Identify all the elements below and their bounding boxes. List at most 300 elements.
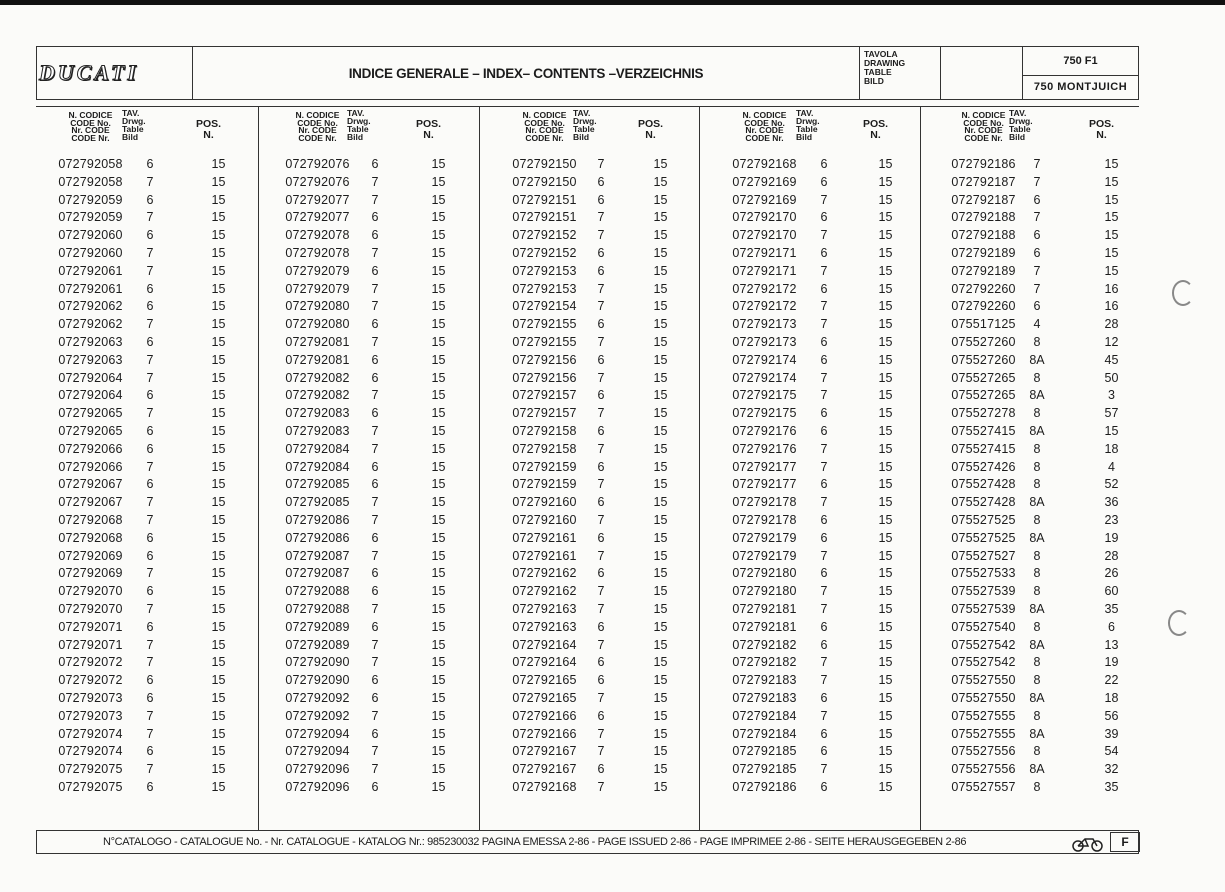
position-number: 15 [653,566,668,581]
position-number: 15 [653,352,668,367]
table-row [480,371,700,389]
table-row [921,246,1140,264]
part-code: 072792175 [732,406,797,421]
page-footer [36,830,1139,854]
drawing-number: 6 [371,619,379,634]
table-row [700,246,921,264]
ducati-logo [37,47,193,99]
table-row [259,709,480,727]
part-code: 075527542 [951,637,1016,652]
catalog-page [36,46,1139,854]
drawing-number: 7 [146,708,154,723]
drawing-number: 6 [1033,228,1041,243]
drawing-number: 8A [1029,530,1045,545]
part-code: 072792189 [951,263,1016,278]
position-number: 15 [653,779,668,794]
table-row [700,264,921,282]
table-row [921,406,1140,424]
table-row [36,442,258,460]
position-number: 15 [431,263,446,278]
position-number: 15 [431,566,446,581]
drawing-number: 6 [597,317,605,332]
drawing-number: 7 [1033,263,1041,278]
motorcycle-icon [1070,833,1106,853]
table-row [921,673,1140,691]
drawing-number: 7 [1033,157,1041,171]
drawing-number: 7 [371,245,379,260]
drawing-number: 7 [146,174,154,189]
drawing-number: 7 [371,299,379,314]
parts-index-table [36,106,1139,831]
drawing-number: 7 [820,441,828,456]
position-number: 15 [1104,228,1119,243]
drawing-number: 7 [371,281,379,296]
table-row [921,638,1140,656]
part-code: 075527550 [951,690,1016,705]
position-number: 15 [211,317,226,332]
part-code: 075527539 [951,601,1016,616]
part-code: 072792172 [732,299,797,314]
drawing-number: 7 [597,334,605,349]
drawing-number: 7 [597,726,605,741]
index-column-group [36,107,258,831]
part-code: 072792079 [285,263,350,278]
part-code: 072792073 [58,708,123,723]
table-row [36,317,258,335]
part-code: 072792077 [285,192,350,207]
part-code: 075527555 [951,726,1016,741]
table-row [36,460,258,478]
part-code: 072792152 [512,245,577,260]
position-number: 15 [431,192,446,207]
drawing-number: 8 [1033,334,1041,349]
part-code: 072792059 [58,210,123,225]
table-row [36,762,258,780]
table-row [480,477,700,495]
part-code: 072792178 [732,495,797,510]
part-code: 072792161 [512,548,577,563]
table-row [921,762,1140,780]
position-number: 15 [211,708,226,723]
position-number: 15 [653,174,668,189]
drawing-number: 6 [371,690,379,705]
position-number: 15 [211,299,226,314]
position-number: 56 [1104,708,1119,723]
position-number: 57 [1104,406,1119,421]
drawing-number: 6 [597,459,605,474]
part-code: 072792167 [512,744,577,759]
drawing-number: 7 [820,192,828,207]
part-code: 072792060 [58,228,123,243]
col-header-position [186,119,231,141]
drawing-number: 7 [371,601,379,616]
col-header-code-line: Nr. CODE [525,125,564,135]
position-number: 15 [211,637,226,652]
position-number: 15 [653,370,668,385]
position-number: 15 [878,423,893,438]
table-row [36,246,258,264]
table-row [259,175,480,193]
position-number: 15 [211,673,226,688]
table-row [700,495,921,513]
drawing-number: 6 [146,228,154,243]
table-row [480,780,700,798]
drawing-number: 7 [146,601,154,616]
position-number: 15 [211,192,226,207]
part-code: 072792179 [732,548,797,563]
part-code: 072792159 [512,477,577,492]
part-code: 075527260 [951,352,1016,367]
position-number: 15 [211,174,226,189]
drawing-number: 6 [146,299,154,314]
position-number: 15 [653,548,668,563]
position-number: 15 [878,334,893,349]
table-row [700,673,921,691]
part-code: 072792089 [285,619,350,634]
table-row [700,193,921,211]
drawing-number: 8A [1029,762,1045,777]
table-row [480,655,700,673]
drawing-number: 7 [820,584,828,599]
position-number: 15 [211,690,226,705]
position-number: 15 [431,779,446,794]
drawing-number: 7 [597,281,605,296]
position-number: 15 [431,637,446,652]
position-number: 52 [1104,477,1119,492]
position-number: 15 [211,726,226,741]
col-header-code-line: CODE Nr. [71,132,110,143]
part-code: 072792158 [512,423,577,438]
drawing-number: 7 [597,601,605,616]
table-row [259,762,480,780]
position-number: 15 [653,334,668,349]
position-number: 15 [431,708,446,723]
part-code: 072792061 [58,281,123,296]
position-number: 15 [211,228,226,243]
col-header-code-line: N. CODICE [295,110,340,120]
part-code: 072792089 [285,637,350,652]
drawing-number: 6 [371,477,379,492]
table-row [36,673,258,691]
drawing-number: 7 [146,317,154,332]
part-code: 072792174 [732,370,797,385]
table-row [480,157,700,175]
part-code: 072792183 [732,690,797,705]
table-row [480,584,700,602]
col-header-position [406,119,451,141]
table-row [480,175,700,193]
part-code: 072792083 [285,406,350,421]
position-number: 45 [1104,352,1119,367]
part-code: 072792058 [58,174,123,189]
part-code: 072792165 [512,690,577,705]
table-row [259,442,480,460]
table-row [921,157,1140,175]
drawing-number: 7 [820,459,828,474]
position-number: 15 [431,174,446,189]
drawing-number: 6 [820,566,828,581]
part-code: 072792152 [512,228,577,243]
drawing-number: 6 [371,530,379,545]
drawing-number: 7 [597,548,605,563]
drawing-number: 6 [146,423,154,438]
part-code: 072792182 [732,655,797,670]
position-number: 22 [1104,673,1119,688]
table-row [259,460,480,478]
table-row [259,424,480,442]
position-number: 15 [653,245,668,260]
part-code: 072792176 [732,423,797,438]
table-row [259,620,480,638]
part-code: 072792063 [58,334,123,349]
part-code: 072792063 [58,352,123,367]
part-code: 075517125 [951,317,1016,332]
position-number: 15 [653,210,668,225]
part-code: 072792186 [951,157,1016,171]
table-row [921,371,1140,389]
table-row [700,442,921,460]
col-header-position-line: POS. [1088,118,1115,130]
drawing-number: 7 [820,228,828,243]
table-row [700,228,921,246]
part-code: 072792092 [285,690,350,705]
drawing-number: 6 [371,726,379,741]
table-row [921,282,1140,300]
part-code: 072792184 [732,708,797,723]
part-code: 072792150 [512,157,577,171]
position-number: 15 [211,441,226,456]
position-number: 15 [431,530,446,545]
position-number: 15 [431,334,446,349]
table-row [921,388,1140,406]
part-code: 072792080 [285,317,350,332]
part-code: 072792088 [285,584,350,599]
table-row [480,638,700,656]
table-row [259,193,480,211]
position-number: 15 [431,548,446,563]
table-row [921,193,1140,211]
table-row [700,460,921,478]
drawing-number: 8A [1029,352,1045,367]
table-row [700,282,921,300]
position-number: 15 [431,690,446,705]
position-number: 32 [1104,762,1119,777]
drawing-number: 6 [597,762,605,777]
table-row [480,460,700,478]
position-number: 15 [878,299,893,314]
table-row [921,299,1140,317]
part-code: 072792188 [951,228,1016,243]
table-row [480,193,700,211]
drawing-number: 7 [597,584,605,599]
table-row [36,780,258,798]
position-number: 15 [653,406,668,421]
drawing-number: 6 [597,388,605,403]
part-code: 072792078 [285,228,350,243]
part-code: 072792059 [58,192,123,207]
table-row [700,157,921,175]
table-row [259,780,480,798]
position-number: 35 [1104,779,1119,794]
drawing-number: 6 [820,245,828,260]
table-row [36,620,258,638]
drawing-number: 7 [146,566,154,581]
table-row [36,566,258,584]
position-number: 15 [653,512,668,527]
table-row [700,210,921,228]
drawing-number: 8 [1033,406,1041,421]
table-row [700,424,921,442]
drawing-number: 7 [371,174,379,189]
part-code: 072792176 [732,441,797,456]
table-row [921,424,1140,442]
drawing-number: 6 [371,779,379,794]
position-number: 15 [653,530,668,545]
drawing-number: 6 [146,157,154,171]
col-header-position-line: N. [1096,129,1107,141]
position-number: 15 [431,601,446,616]
col-header-drawing-line: Table [122,124,144,134]
drawing-number: 6 [820,779,828,794]
position-number: 26 [1104,566,1119,581]
part-code: 072792166 [512,708,577,723]
table-row [36,299,258,317]
part-code: 072792156 [512,370,577,385]
part-code: 072792260 [951,299,1016,314]
drawing-number: 8 [1033,779,1041,794]
part-code: 075527278 [951,406,1016,421]
binder-hole-mark [1168,610,1190,636]
part-code: 072792163 [512,601,577,616]
position-number: 19 [1104,530,1119,545]
part-code: 072792179 [732,530,797,545]
drawing-label-cell [860,47,941,99]
part-code: 072792159 [512,459,577,474]
table-row [480,353,700,371]
table-row [259,602,480,620]
position-number: 15 [878,584,893,599]
drawing-number: 7 [146,245,154,260]
part-code: 072792084 [285,459,350,474]
drawing-number: 7 [820,263,828,278]
part-code: 075527557 [951,779,1016,794]
part-code: 072792181 [732,601,797,616]
part-code: 072792169 [732,174,797,189]
position-number: 15 [878,370,893,385]
table-row [259,335,480,353]
position-number: 15 [878,317,893,332]
table-row [700,638,921,656]
col-header-drawing-line: Bild [573,132,590,142]
col-header-code-line: Nr. CODE [745,125,784,135]
position-number: 15 [211,762,226,777]
drawing-number: 7 [597,779,605,794]
table-row [259,246,480,264]
drawing-number: 7 [371,744,379,759]
drawing-number: 6 [597,174,605,189]
col-header-position-line: POS. [862,118,889,130]
col-header-drawing-line: Drwg. [122,116,146,126]
drawing-number: 6 [371,673,379,688]
table-row [259,727,480,745]
table-row [259,282,480,300]
part-code: 072792183 [732,673,797,688]
position-number: 3 [1108,388,1115,403]
drawing-number: 7 [371,423,379,438]
col-header-code-line: CODE Nr. [964,132,1003,143]
drawing-number: 4 [1033,317,1041,332]
title-cell [193,47,860,99]
part-code: 072792153 [512,281,577,296]
table-row [36,175,258,193]
part-code: 072792070 [58,584,123,599]
table-row [480,727,700,745]
part-code: 072792175 [732,388,797,403]
col-header-code-line: N. CODICE [68,110,113,120]
drawing-number: 6 [146,548,154,563]
drawing-number: 7 [597,744,605,759]
drawing-number: 6 [820,157,828,171]
part-code: 072792187 [951,174,1016,189]
position-number: 15 [211,406,226,421]
part-code: 072792171 [732,245,797,260]
position-number: 15 [431,441,446,456]
position-number: 15 [653,708,668,723]
position-number: 23 [1104,512,1119,527]
part-code: 072792185 [732,762,797,777]
drawing-number: 7 [820,299,828,314]
drawing-number: 7 [597,477,605,492]
col-header-code-line: CODE No. [297,117,338,128]
table-row [480,762,700,780]
col-header-position-line: N. [203,129,214,141]
drawing-number: 6 [371,459,379,474]
position-number: 15 [653,157,668,171]
drawing-number: 7 [1033,174,1041,189]
table-row [700,335,921,353]
position-number: 15 [878,744,893,759]
part-code: 072792072 [58,655,123,670]
position-number: 15 [431,584,446,599]
part-code: 075527550 [951,673,1016,688]
position-number: 15 [431,495,446,510]
position-number: 15 [878,726,893,741]
part-code: 072792177 [732,459,797,474]
col-header-position-line: POS. [415,118,442,130]
drawing-number: 7 [820,388,828,403]
part-code: 072792068 [58,512,123,527]
drawing-number: 7 [597,370,605,385]
drawing-number: 7 [597,299,605,314]
drawing-number: 7 [371,334,379,349]
drawing-number: 6 [146,334,154,349]
position-number: 15 [653,192,668,207]
part-code: 075527539 [951,584,1016,599]
part-code: 072792162 [512,566,577,581]
part-code: 072792075 [58,779,123,794]
part-code: 072792068 [58,530,123,545]
drawing-number: 6 [597,495,605,510]
drawing-number: 8A [1029,423,1045,438]
part-code: 072792078 [285,245,350,260]
col-header-drawing [347,109,387,141]
drawing-number: 6 [820,423,828,438]
col-header-position-line: POS. [637,118,664,130]
position-number: 15 [653,263,668,278]
col-header-position-line: POS. [195,118,222,130]
position-number: 15 [878,157,893,171]
drawing-number: 7 [371,192,379,207]
